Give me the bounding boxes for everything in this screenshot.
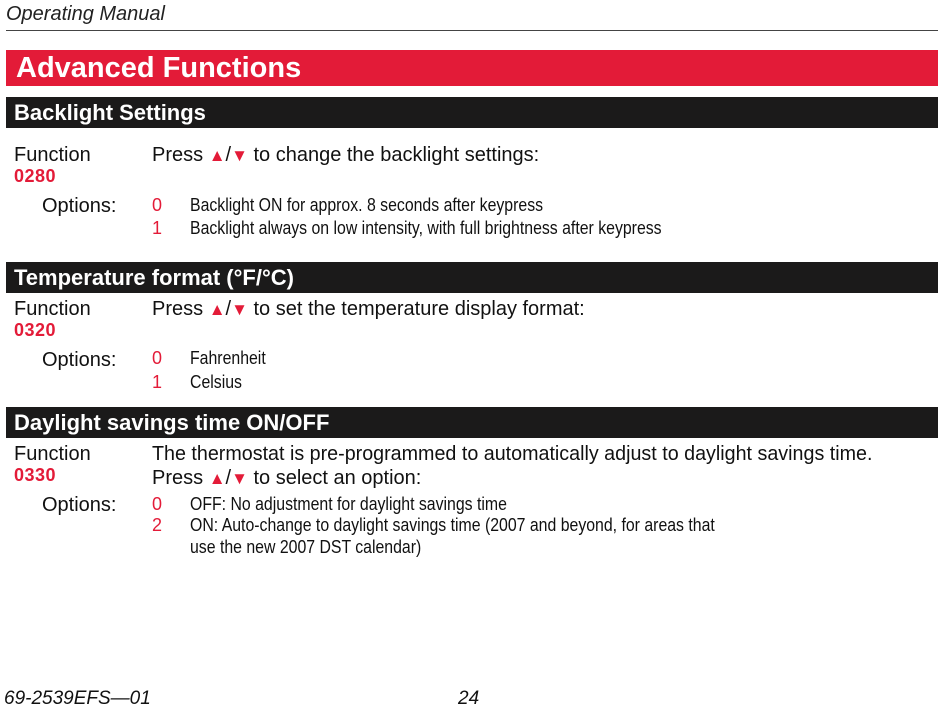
document-number: 69-2539EFS—01: [4, 688, 151, 709]
option-text: OFF: No adjustment for daylight savings time: [190, 494, 507, 514]
header-rule: [6, 30, 938, 31]
function-label: Function: [14, 144, 91, 166]
options-label: Options:: [42, 195, 117, 217]
options-label: Options:: [42, 349, 117, 371]
function-label: Function: [14, 443, 91, 465]
option-number: 0: [152, 195, 163, 215]
up-arrow-icon: ▲: [208, 469, 226, 488]
function-code: 0320: [14, 320, 57, 340]
option-text: Backlight always on low intensity, with full brightness after keypress: [190, 218, 662, 238]
instruction: [152, 144, 539, 167]
option-number: 0: [152, 348, 163, 368]
intro-text: The thermostat is pre-programmed to automatically adjust to daylight savings time.: [152, 443, 873, 465]
option-number: 0: [152, 494, 163, 514]
down-arrow-icon: ▼: [231, 146, 248, 165]
instruction-prefix: Press: [152, 298, 204, 320]
document-header: Operating Manual: [6, 3, 165, 25]
option-text: ON: Auto-change to daylight savings time (2007 and beyond, for areas that: [190, 515, 715, 535]
option-text: Celsius: [190, 372, 242, 392]
instruction-suffix: to set the temperature display format:: [253, 298, 585, 320]
function-code: 0280: [14, 166, 57, 186]
section-title-daylight-savings: Daylight savings time ON/OFF: [6, 407, 938, 438]
options-label: Options:: [42, 494, 117, 516]
instruction-prefix: Press: [152, 467, 204, 489]
instruction-suffix: to change the backlight settings:: [253, 144, 540, 166]
up-arrow-icon: ▲: [208, 146, 226, 165]
slash-text: /: [225, 467, 232, 489]
option-number: 2: [152, 515, 163, 535]
instruction-prefix: Press: [152, 144, 204, 166]
section-title-backlight: Backlight Settings: [6, 97, 938, 128]
option-text: Fahrenheit: [190, 348, 266, 368]
page-number: 24: [458, 688, 480, 709]
down-arrow-icon: ▼: [231, 300, 248, 319]
function-label: Function: [14, 298, 91, 320]
instruction: [152, 467, 421, 490]
instruction: [152, 298, 585, 321]
instruction-suffix: to select an option:: [253, 467, 422, 489]
option-text-continued: use the new 2007 DST calendar): [190, 537, 422, 557]
section-title-temperature: Temperature format (°F/°C): [6, 262, 938, 293]
option-number: 1: [152, 218, 163, 238]
function-code: 0330: [14, 465, 57, 485]
slash-text: /: [225, 298, 232, 320]
slash-text: /: [225, 144, 232, 166]
down-arrow-icon: ▼: [231, 469, 248, 488]
option-text: Backlight ON for approx. 8 seconds after keypress: [190, 195, 544, 215]
page-title-banner: Advanced Functions: [6, 50, 938, 86]
option-number: 1: [152, 372, 163, 392]
up-arrow-icon: ▲: [208, 300, 226, 319]
